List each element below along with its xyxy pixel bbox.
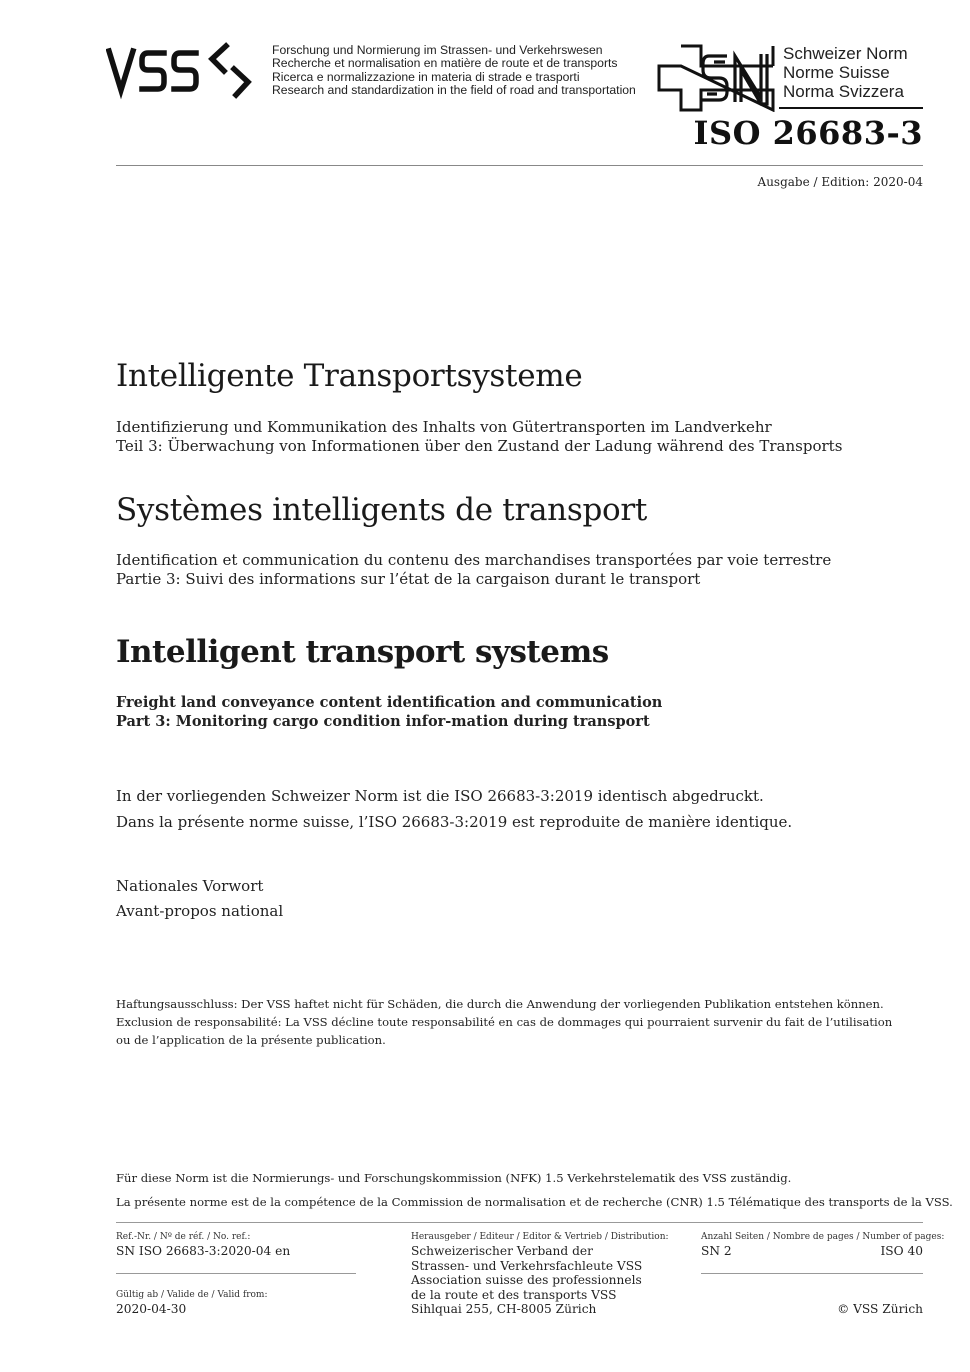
notice-french: Dans la présente norme suisse, l’ISO 26683-3:2019 est reproduite de manière identique. — [116, 813, 793, 831]
publisher-line: Sihlquai 255, CH-8005 Zürich — [411, 1302, 597, 1316]
pages-iso: ISO 40 — [880, 1244, 923, 1258]
subtitle-line: Partie 3: Suivi des informations sur l’état de la cargaison durant le transport — [116, 569, 701, 588]
subtitle-line: Part 3: Monitoring cargo condition infor-mation during transport — [116, 712, 650, 730]
sn-label — [783, 44, 908, 101]
subtitle-french — [116, 551, 831, 588]
disclaimer — [116, 995, 892, 1049]
title-french: Systèmes intelligents de transport — [116, 492, 648, 528]
pages-sn: SN 2 — [701, 1244, 732, 1258]
publisher-line: Schweizerischer Verband der — [411, 1244, 593, 1258]
vss-logo — [106, 40, 264, 100]
disclaimer-line: Exclusion de responsabilité: La VSS décline toute responsabilité en cas de dommages qui pourraient survenir du fait de l’utilisation — [116, 1015, 893, 1029]
tagline-line: Ricerca e normalizzazione in materia di strade e trasporti — [272, 69, 580, 84]
subtitle-line: Freight land conveyance content identification and communication — [116, 694, 663, 711]
disclaimer-line: ou de l’application de la présente publication. — [116, 1033, 386, 1047]
edition-label: Ausgabe / Edition: 2020-04 — [757, 175, 923, 189]
standard-number: ISO 26683-3 — [693, 114, 923, 152]
footer-divider — [116, 1222, 923, 1223]
sn-logo — [657, 44, 775, 112]
foreword-german: Nationales Vorwort — [116, 877, 264, 895]
title-german: Intelligente Transportsysteme — [116, 358, 583, 394]
subtitle-line: Identifizierung und Kommunikation des Inhalts von Gütertransporten im Landverkehr — [116, 418, 772, 436]
subtitle-line: Teil 3: Überwachung von Informationen über den Zustand der Ladung während des Transports — [116, 436, 843, 455]
pages-label: Anzahl Seiten / Nombre de pages / Number of pages: — [701, 1232, 945, 1242]
tagline-line: Research and standardization in the field of road and transportation — [272, 82, 636, 97]
foreword-french: Avant-propos national — [116, 902, 284, 920]
publisher-line: de la route et des transports VSS — [411, 1287, 617, 1302]
sn-line: Schweizer Norm — [783, 44, 908, 63]
valid-from-value: 2020-04-30 — [116, 1302, 187, 1316]
subtitle-german — [116, 418, 842, 455]
title-english: Intelligent transport systems — [116, 634, 609, 670]
responsibility-german: Für diese Norm ist die Normierungs- und Forschungskommission (NFK) 1.5 Verkehrstelematik des VSS zuständig. — [116, 1171, 792, 1185]
subtitle-line: Identification et communication du contenu des marchandises transportées par voie terrestre — [116, 551, 832, 569]
reference-label: Ref.-Nr. / Nº de réf. / No. ref.: — [116, 1232, 251, 1242]
subtitle-english — [116, 694, 662, 731]
copyright: © VSS Zürich — [837, 1302, 923, 1316]
tagline-line: Recherche et normalisation en matière de route et de transports — [272, 56, 618, 71]
reference-value: SN ISO 26683-3:2020-04 en — [116, 1244, 291, 1258]
publisher-label: Herausgeber / Editeur / Editor & Vertrieb / Distribution: — [411, 1232, 669, 1242]
footer-rule — [701, 1273, 923, 1274]
valid-from-label: Gültig ab / Valide de / Valid from: — [116, 1290, 268, 1300]
footer-rule — [116, 1273, 356, 1274]
publisher-address — [411, 1244, 642, 1317]
sn-underline — [779, 107, 923, 109]
vss-tagline — [272, 44, 636, 97]
header-divider — [116, 165, 923, 166]
disclaimer-line: Haftungsausschluss: Der VSS haftet nicht für Schäden, die durch die Anwendung der vorliegenden Publikation entstehen können. — [116, 997, 884, 1011]
publisher-line: Strassen- und Verkehrsfachleute VSS — [411, 1258, 643, 1273]
responsibility-french: La présente norme est de la compétence de la Commission de normalisation et de recherche (CNR) 1.5 Télématique des transports de la VSS. — [116, 1195, 953, 1209]
sn-line: Norma Svizzera — [783, 82, 904, 101]
sn-line: Norme Suisse — [783, 63, 890, 82]
notice-german: In der vorliegenden Schweizer Norm ist die ISO 26683-3:2019 identisch abgedruckt. — [116, 787, 764, 805]
publisher-line: Association suisse des professionnels — [411, 1273, 642, 1287]
tagline-line: Forschung und Normierung im Strassen- und Verkehrswesen — [272, 43, 603, 57]
